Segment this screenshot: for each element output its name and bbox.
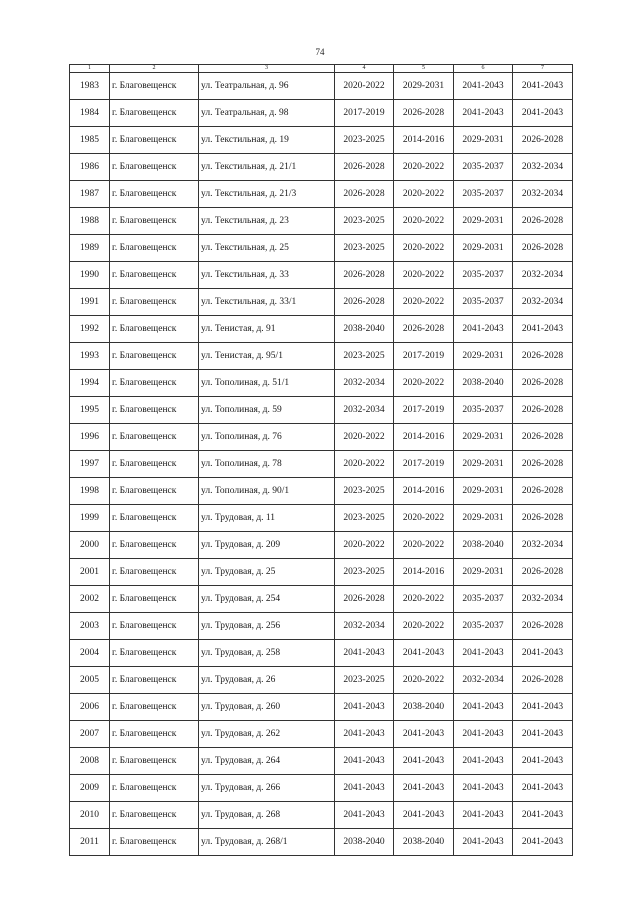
period-column-5-cell: 2017-2019 [394, 397, 454, 424]
period-column-6-cell: 2041-2043 [454, 73, 513, 100]
period-column-6-cell: 2029-2031 [454, 424, 513, 451]
period-column-7-cell: 2041-2043 [513, 694, 573, 721]
period-column-4-cell: 2032-2034 [335, 397, 394, 424]
period-column-5-cell: 2026-2028 [394, 316, 454, 343]
period-column-4-cell: 2038-2040 [335, 829, 394, 856]
period-column-6-cell: 2035-2037 [454, 289, 513, 316]
row-number-cell: 2002 [70, 586, 110, 613]
row-number-cell: 1988 [70, 208, 110, 235]
city-cell: г. Благовещенск [110, 127, 199, 154]
city-cell: г. Благовещенск [110, 667, 199, 694]
address-cell: ул. Трудовая, д. 264 [199, 748, 335, 775]
period-column-5-cell: 2038-2040 [394, 694, 454, 721]
address-cell: ул. Трудовая, д. 258 [199, 640, 335, 667]
period-column-5-cell: 2020-2022 [394, 505, 454, 532]
table-row [70, 667, 573, 694]
period-column-6-cell: 2029-2031 [454, 235, 513, 262]
city-cell: г. Благовещенск [110, 343, 199, 370]
period-column-6-cell: 2029-2031 [454, 451, 513, 478]
city-cell: г. Благовещенск [110, 235, 199, 262]
period-column-4-cell: 2026-2028 [335, 586, 394, 613]
period-column-6-cell: 2032-2034 [454, 667, 513, 694]
city-cell: г. Благовещенск [110, 208, 199, 235]
period-column-6-cell: 2029-2031 [454, 127, 513, 154]
period-column-7-cell: 2026-2028 [513, 451, 573, 478]
period-column-5-cell: 2041-2043 [394, 748, 454, 775]
period-column-4-cell: 2041-2043 [335, 640, 394, 667]
address-cell: ул. Тенистая, д. 95/1 [199, 343, 335, 370]
row-number-cell: 1991 [70, 289, 110, 316]
city-cell: г. Благовещенск [110, 397, 199, 424]
row-number-cell: 1987 [70, 181, 110, 208]
period-column-7-cell: 2041-2043 [513, 775, 573, 802]
table-body [70, 73, 573, 856]
period-column-4-cell: 2023-2025 [335, 667, 394, 694]
address-cell: ул. Текстильная, д. 23 [199, 208, 335, 235]
period-column-5-cell: 2017-2019 [394, 451, 454, 478]
period-column-7-cell: 2032-2034 [513, 262, 573, 289]
period-column-7-cell: 2041-2043 [513, 721, 573, 748]
address-cell: ул. Трудовая, д. 268 [199, 802, 335, 829]
period-column-7-cell: 2032-2034 [513, 532, 573, 559]
table-row [70, 235, 573, 262]
period-column-7-cell: 2026-2028 [513, 478, 573, 505]
period-column-4-cell: 2020-2022 [335, 424, 394, 451]
period-column-6-cell: 2035-2037 [454, 613, 513, 640]
period-column-6-cell: 2041-2043 [454, 694, 513, 721]
period-column-6-cell: 2041-2043 [454, 775, 513, 802]
row-number-cell: 1992 [70, 316, 110, 343]
period-column-4-cell: 2041-2043 [335, 775, 394, 802]
period-column-7-cell: 2026-2028 [513, 127, 573, 154]
row-number-cell: 1997 [70, 451, 110, 478]
period-column-6-cell: 2029-2031 [454, 478, 513, 505]
period-column-5-cell: 2020-2022 [394, 586, 454, 613]
address-cell: ул. Трудовая, д. 256 [199, 613, 335, 640]
period-column-7-cell: 2041-2043 [513, 640, 573, 667]
table-row [70, 424, 573, 451]
period-column-7-cell: 2041-2043 [513, 748, 573, 775]
period-column-4-cell: 2023-2025 [335, 208, 394, 235]
period-column-4-cell: 2032-2034 [335, 613, 394, 640]
address-cell: ул. Тополиная, д. 90/1 [199, 478, 335, 505]
table-row [70, 829, 573, 856]
period-column-4-cell: 2041-2043 [335, 721, 394, 748]
period-column-6-cell: 2041-2043 [454, 748, 513, 775]
table-row [70, 721, 573, 748]
city-cell: г. Благовещенск [110, 289, 199, 316]
city-cell: г. Благовещенск [110, 505, 199, 532]
city-cell: г. Благовещенск [110, 451, 199, 478]
row-number-cell: 1998 [70, 478, 110, 505]
period-column-4-cell: 2041-2043 [335, 802, 394, 829]
address-cell: ул. Текстильная, д. 19 [199, 127, 335, 154]
city-cell: г. Благовещенск [110, 100, 199, 127]
row-number-cell: 1986 [70, 154, 110, 181]
period-column-7-cell: 2026-2028 [513, 370, 573, 397]
period-column-4-cell: 2041-2043 [335, 694, 394, 721]
table-row [70, 208, 573, 235]
period-column-7-cell: 2026-2028 [513, 559, 573, 586]
column-number-3: 3 [199, 65, 335, 73]
period-column-7-cell: 2026-2028 [513, 667, 573, 694]
period-column-4-cell: 2020-2022 [335, 73, 394, 100]
period-column-6-cell: 2041-2043 [454, 802, 513, 829]
column-number-header-row [70, 65, 573, 73]
table-row [70, 100, 573, 127]
address-cell: ул. Театральная, д. 98 [199, 100, 335, 127]
period-column-6-cell: 2035-2037 [454, 181, 513, 208]
period-column-5-cell: 2041-2043 [394, 775, 454, 802]
row-number-cell: 2001 [70, 559, 110, 586]
address-cell: ул. Трудовая, д. 268/1 [199, 829, 335, 856]
address-cell: ул. Тенистая, д. 91 [199, 316, 335, 343]
period-column-4-cell: 2020-2022 [335, 532, 394, 559]
period-column-7-cell: 2032-2034 [513, 586, 573, 613]
row-number-cell: 2007 [70, 721, 110, 748]
period-column-7-cell: 2026-2028 [513, 613, 573, 640]
address-cell: ул. Текстильная, д. 33/1 [199, 289, 335, 316]
city-cell: г. Благовещенск [110, 532, 199, 559]
address-cell: ул. Трудовая, д. 209 [199, 532, 335, 559]
row-number-cell: 1999 [70, 505, 110, 532]
city-cell: г. Благовещенск [110, 613, 199, 640]
row-number-cell: 1984 [70, 100, 110, 127]
address-cell: ул. Трудовая, д. 262 [199, 721, 335, 748]
period-column-5-cell: 2041-2043 [394, 640, 454, 667]
period-column-6-cell: 2038-2040 [454, 532, 513, 559]
period-column-7-cell: 2041-2043 [513, 73, 573, 100]
period-column-5-cell: 2026-2028 [394, 100, 454, 127]
table-row [70, 478, 573, 505]
period-column-6-cell: 2035-2037 [454, 154, 513, 181]
city-cell: г. Благовещенск [110, 181, 199, 208]
row-number-cell: 2009 [70, 775, 110, 802]
row-number-cell: 1995 [70, 397, 110, 424]
city-cell: г. Благовещенск [110, 73, 199, 100]
table-row [70, 73, 573, 100]
column-number-5: 5 [394, 65, 454, 73]
address-cell: ул. Трудовая, д. 26 [199, 667, 335, 694]
period-column-4-cell: 2020-2022 [335, 451, 394, 478]
period-column-6-cell: 2041-2043 [454, 316, 513, 343]
city-cell: г. Благовещенск [110, 478, 199, 505]
city-cell: г. Благовещенск [110, 424, 199, 451]
table-row [70, 316, 573, 343]
city-cell: г. Благовещенск [110, 694, 199, 721]
period-column-7-cell: 2026-2028 [513, 505, 573, 532]
period-column-5-cell: 2020-2022 [394, 262, 454, 289]
period-column-6-cell: 2038-2040 [454, 370, 513, 397]
address-cell: ул. Трудовая, д. 25 [199, 559, 335, 586]
row-number-cell: 1989 [70, 235, 110, 262]
table-row [70, 370, 573, 397]
address-cell: ул. Трудовая, д. 11 [199, 505, 335, 532]
city-cell: г. Благовещенск [110, 154, 199, 181]
address-cell: ул. Текстильная, д. 25 [199, 235, 335, 262]
period-column-6-cell: 2029-2031 [454, 559, 513, 586]
row-number-cell: 1985 [70, 127, 110, 154]
period-column-7-cell: 2032-2034 [513, 154, 573, 181]
housing-repair-schedule-table [69, 64, 573, 856]
period-column-5-cell: 2041-2043 [394, 802, 454, 829]
city-cell: г. Благовещенск [110, 316, 199, 343]
address-cell: ул. Тополиная, д. 51/1 [199, 370, 335, 397]
table-row [70, 586, 573, 613]
city-cell: г. Благовещенск [110, 370, 199, 397]
city-cell: г. Благовещенск [110, 721, 199, 748]
period-column-4-cell: 2023-2025 [335, 559, 394, 586]
period-column-5-cell: 2014-2016 [394, 424, 454, 451]
period-column-4-cell: 2026-2028 [335, 289, 394, 316]
table-row [70, 397, 573, 424]
row-number-cell: 1994 [70, 370, 110, 397]
period-column-4-cell: 2038-2040 [335, 316, 394, 343]
period-column-4-cell: 2023-2025 [335, 505, 394, 532]
address-cell: ул. Текстильная, д. 33 [199, 262, 335, 289]
period-column-7-cell: 2041-2043 [513, 316, 573, 343]
table-row [70, 505, 573, 532]
row-number-cell: 2000 [70, 532, 110, 559]
period-column-5-cell: 2038-2040 [394, 829, 454, 856]
period-column-5-cell: 2020-2022 [394, 370, 454, 397]
period-column-7-cell: 2041-2043 [513, 802, 573, 829]
table-row [70, 181, 573, 208]
period-column-6-cell: 2041-2043 [454, 100, 513, 127]
period-column-7-cell: 2032-2034 [513, 289, 573, 316]
period-column-7-cell: 2026-2028 [513, 343, 573, 370]
period-column-4-cell: 2041-2043 [335, 748, 394, 775]
row-number-cell: 2003 [70, 613, 110, 640]
address-cell: ул. Трудовая, д. 260 [199, 694, 335, 721]
period-column-5-cell: 2020-2022 [394, 208, 454, 235]
column-number-1: 1 [70, 65, 110, 73]
period-column-4-cell: 2023-2025 [335, 235, 394, 262]
period-column-6-cell: 2029-2031 [454, 208, 513, 235]
address-cell: ул. Тополиная, д. 76 [199, 424, 335, 451]
period-column-5-cell: 2014-2016 [394, 559, 454, 586]
city-cell: г. Благовещенск [110, 748, 199, 775]
table-row [70, 154, 573, 181]
period-column-6-cell: 2041-2043 [454, 829, 513, 856]
address-cell: ул. Тополиная, д. 78 [199, 451, 335, 478]
row-number-cell: 2004 [70, 640, 110, 667]
city-cell: г. Благовещенск [110, 586, 199, 613]
period-column-7-cell: 2026-2028 [513, 208, 573, 235]
period-column-5-cell: 2017-2019 [394, 343, 454, 370]
row-number-cell: 1993 [70, 343, 110, 370]
city-cell: г. Благовещенск [110, 775, 199, 802]
row-number-cell: 1983 [70, 73, 110, 100]
period-column-5-cell: 2020-2022 [394, 613, 454, 640]
column-number-4: 4 [335, 65, 394, 73]
period-column-4-cell: 2017-2019 [335, 100, 394, 127]
city-cell: г. Благовещенск [110, 262, 199, 289]
row-number-cell: 2008 [70, 748, 110, 775]
table-row [70, 451, 573, 478]
table-row [70, 775, 573, 802]
row-number-cell: 1996 [70, 424, 110, 451]
table-row [70, 343, 573, 370]
city-cell: г. Благовещенск [110, 829, 199, 856]
period-column-6-cell: 2029-2031 [454, 343, 513, 370]
table-row [70, 289, 573, 316]
period-column-5-cell: 2020-2022 [394, 181, 454, 208]
table-row [70, 613, 573, 640]
row-number-cell: 2005 [70, 667, 110, 694]
table-row [70, 748, 573, 775]
period-column-5-cell: 2014-2016 [394, 127, 454, 154]
table-row [70, 262, 573, 289]
column-number-7: 7 [513, 65, 573, 73]
period-column-4-cell: 2023-2025 [335, 343, 394, 370]
period-column-6-cell: 2041-2043 [454, 721, 513, 748]
period-column-7-cell: 2026-2028 [513, 235, 573, 262]
page-number: 74 [315, 47, 325, 57]
period-column-7-cell: 2026-2028 [513, 424, 573, 451]
period-column-6-cell: 2035-2037 [454, 262, 513, 289]
column-number-2: 2 [110, 65, 199, 73]
period-column-4-cell: 2026-2028 [335, 154, 394, 181]
period-column-5-cell: 2029-2031 [394, 73, 454, 100]
period-column-5-cell: 2041-2043 [394, 721, 454, 748]
address-cell: ул. Трудовая, д. 266 [199, 775, 335, 802]
row-number-cell: 2011 [70, 829, 110, 856]
address-cell: ул. Театральная, д. 96 [199, 73, 335, 100]
period-column-5-cell: 2020-2022 [394, 235, 454, 262]
period-column-6-cell: 2035-2037 [454, 397, 513, 424]
period-column-6-cell: 2041-2043 [454, 640, 513, 667]
period-column-4-cell: 2026-2028 [335, 262, 394, 289]
period-column-5-cell: 2014-2016 [394, 478, 454, 505]
address-cell: ул. Трудовая, д. 254 [199, 586, 335, 613]
period-column-5-cell: 2020-2022 [394, 532, 454, 559]
period-column-5-cell: 2020-2022 [394, 667, 454, 694]
period-column-4-cell: 2026-2028 [335, 181, 394, 208]
city-cell: г. Благовещенск [110, 640, 199, 667]
period-column-4-cell: 2023-2025 [335, 478, 394, 505]
period-column-7-cell: 2041-2043 [513, 829, 573, 856]
period-column-6-cell: 2035-2037 [454, 586, 513, 613]
row-number-cell: 2010 [70, 802, 110, 829]
period-column-7-cell: 2041-2043 [513, 100, 573, 127]
table-row [70, 559, 573, 586]
table-row [70, 127, 573, 154]
row-number-cell: 2006 [70, 694, 110, 721]
address-cell: ул. Тополиная, д. 59 [199, 397, 335, 424]
period-column-4-cell: 2032-2034 [335, 370, 394, 397]
address-cell: ул. Текстильная, д. 21/3 [199, 181, 335, 208]
city-cell: г. Благовещенск [110, 802, 199, 829]
column-number-6: 6 [454, 65, 513, 73]
period-column-5-cell: 2020-2022 [394, 154, 454, 181]
table-row [70, 532, 573, 559]
period-column-7-cell: 2032-2034 [513, 181, 573, 208]
table-row [70, 694, 573, 721]
row-number-cell: 1990 [70, 262, 110, 289]
period-column-7-cell: 2026-2028 [513, 397, 573, 424]
address-cell: ул. Текстильная, д. 21/1 [199, 154, 335, 181]
period-column-6-cell: 2029-2031 [454, 505, 513, 532]
period-column-5-cell: 2020-2022 [394, 289, 454, 316]
table-row [70, 640, 573, 667]
city-cell: г. Благовещенск [110, 559, 199, 586]
period-column-4-cell: 2023-2025 [335, 127, 394, 154]
table-row [70, 802, 573, 829]
